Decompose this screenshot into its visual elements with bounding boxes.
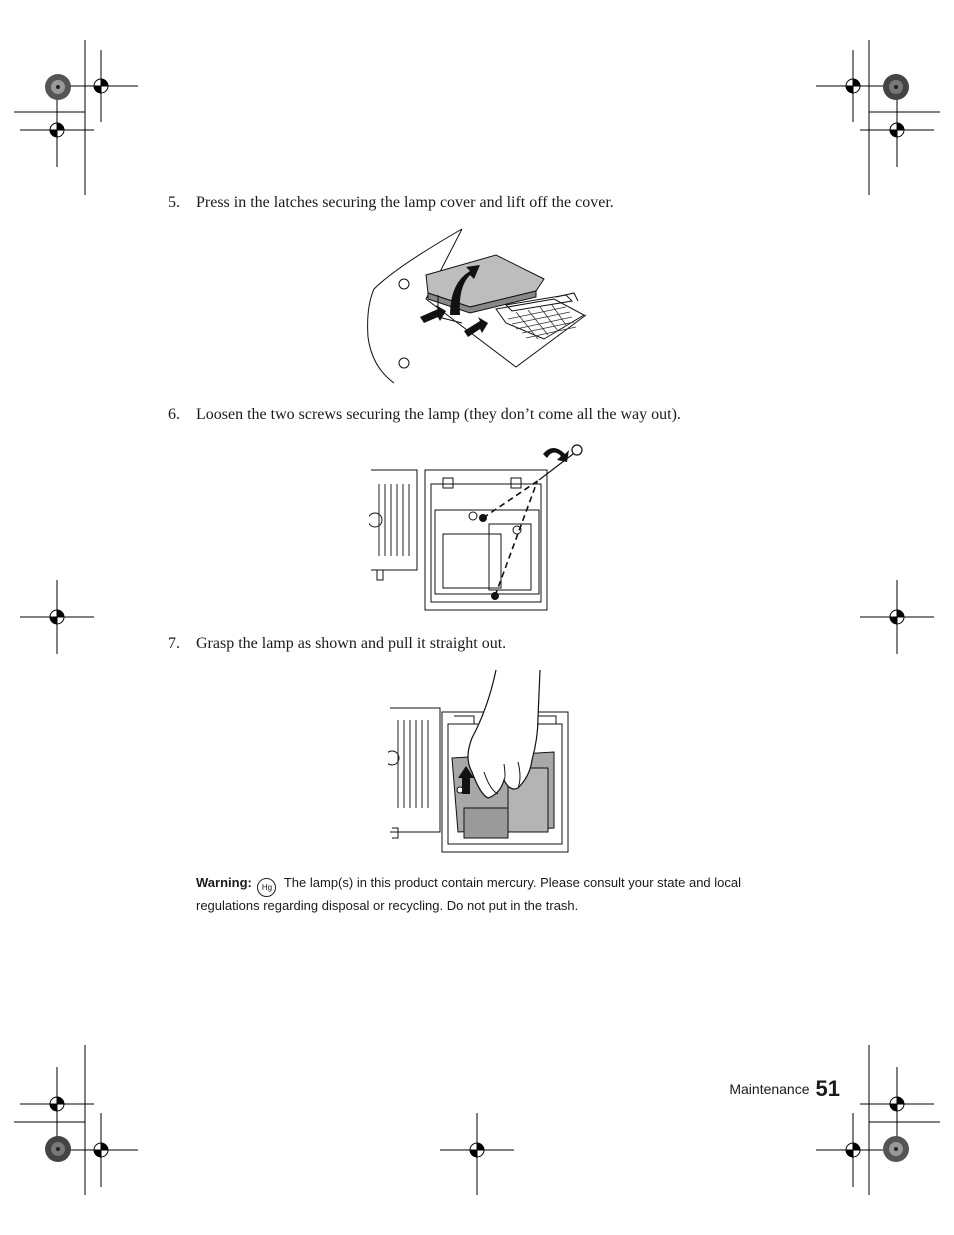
step-6	[168, 405, 681, 425]
step-text: Loosen the two screws securing the lamp (they don’t come all the way out).	[196, 406, 681, 423]
step-number: 6.	[168, 406, 180, 423]
step-number: 5.	[168, 194, 180, 211]
step-7	[168, 634, 506, 654]
page-number: 51	[815, 1076, 840, 1101]
warning-text: The lamp(s) in this product contain mercury. Please consult your state and local regulations regarding disposal or recycling. Do not put in the trash.	[196, 875, 741, 913]
lamp-cover-removal-illustration	[366, 227, 596, 387]
step-text: Press in the latches securing the lamp cover and lift off the cover.	[196, 194, 614, 211]
section-name: Maintenance	[729, 1081, 810, 1097]
step-text: Grasp the lamp as shown and pull it straight out.	[196, 635, 507, 652]
pull-lamp-out-illustration	[388, 668, 570, 854]
mercury-warning	[196, 874, 796, 914]
loosen-screws-illustration	[369, 440, 589, 612]
step-number: 7.	[168, 635, 180, 652]
page-footer	[729, 1076, 840, 1102]
mercury-hg-icon: Hg	[257, 878, 276, 897]
warning-label: Warning:	[196, 875, 252, 890]
step-5	[168, 193, 614, 213]
